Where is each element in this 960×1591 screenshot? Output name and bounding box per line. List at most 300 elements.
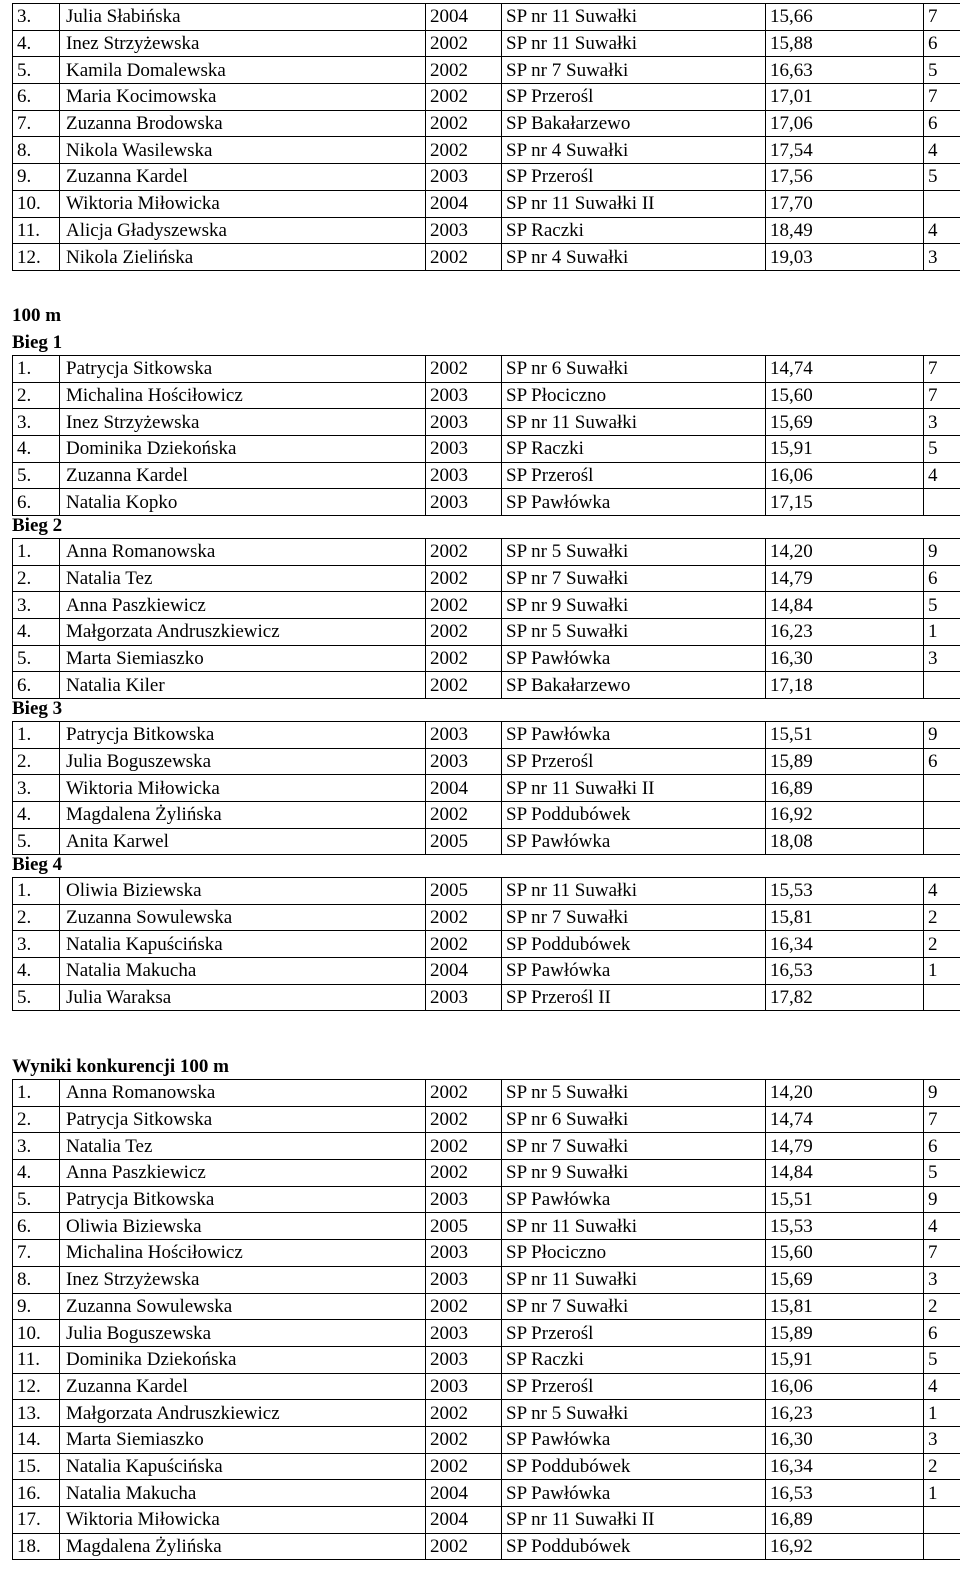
birth-year-cell: 2002 bbox=[426, 356, 502, 383]
school-cell: SP nr 5 Suwałki bbox=[502, 539, 766, 566]
result-row bbox=[13, 904, 960, 931]
time-cell: 16,30 bbox=[766, 1426, 924, 1453]
result-row bbox=[13, 244, 960, 271]
result-row bbox=[13, 1160, 960, 1187]
athlete-name-cell: Patrycja Sitkowska bbox=[60, 1106, 426, 1133]
athlete-name-cell: Natalia Tez bbox=[60, 1133, 426, 1160]
result-row bbox=[13, 110, 960, 137]
athlete-name-cell: Magdalena Żylińska bbox=[60, 1533, 426, 1560]
place-cell: 2. bbox=[13, 382, 60, 409]
result-row bbox=[13, 722, 960, 749]
athlete-name-cell: Anna Romanowska bbox=[60, 1080, 426, 1107]
result-row bbox=[13, 356, 960, 383]
athlete-name-cell: Inez Strzyżewska bbox=[60, 30, 426, 57]
school-cell: SP nr 11 Suwałki II bbox=[502, 1507, 766, 1534]
time-cell: 14,74 bbox=[766, 1106, 924, 1133]
points-cell: 3 bbox=[924, 645, 960, 672]
heat-title-bieg-4: Bieg 4 bbox=[12, 854, 63, 875]
place-cell: 10. bbox=[13, 190, 60, 217]
time-cell: 15,89 bbox=[766, 1320, 924, 1347]
athlete-name-cell: Anita Karwel bbox=[60, 828, 426, 855]
athlete-name-cell: Julia Boguszewska bbox=[60, 1320, 426, 1347]
school-cell: SP Przerośl bbox=[502, 84, 766, 111]
result-row bbox=[13, 645, 960, 672]
birth-year-cell: 2003 bbox=[426, 436, 502, 463]
school-cell: SP nr 6 Suwałki bbox=[502, 1106, 766, 1133]
birth-year-cell: 2003 bbox=[426, 1320, 502, 1347]
birth-year-cell: 2002 bbox=[426, 539, 502, 566]
school-cell: SP nr 11 Suwałki bbox=[502, 878, 766, 905]
time-cell: 16,89 bbox=[766, 775, 924, 802]
time-cell: 15,60 bbox=[766, 1240, 924, 1267]
place-cell: 2. bbox=[13, 748, 60, 775]
points-cell bbox=[924, 802, 960, 829]
points-cell: 7 bbox=[924, 356, 960, 383]
result-row bbox=[13, 619, 960, 646]
school-cell: SP Pawłówka bbox=[502, 828, 766, 855]
time-cell: 14,20 bbox=[766, 539, 924, 566]
school-cell: SP nr 4 Suwałki bbox=[502, 244, 766, 271]
school-cell: SP Poddubówek bbox=[502, 1533, 766, 1560]
points-cell: 6 bbox=[924, 30, 960, 57]
birth-year-cell: 2002 bbox=[426, 110, 502, 137]
place-cell: 4. bbox=[13, 619, 60, 646]
points-cell: 4 bbox=[924, 217, 960, 244]
result-row bbox=[13, 84, 960, 111]
time-cell: 15,91 bbox=[766, 1346, 924, 1373]
school-cell: SP nr 9 Suwałki bbox=[502, 592, 766, 619]
event-title-100m: 100 m bbox=[12, 305, 62, 326]
school-cell: SP Pawłówka bbox=[502, 722, 766, 749]
place-cell: 1. bbox=[13, 1080, 60, 1107]
result-row bbox=[13, 1400, 960, 1427]
birth-year-cell: 2003 bbox=[426, 984, 502, 1011]
place-cell: 4. bbox=[13, 958, 60, 985]
school-cell: SP nr 6 Suwałki bbox=[502, 356, 766, 383]
result-row bbox=[13, 1266, 960, 1293]
school-cell: SP Pawłówka bbox=[502, 1480, 766, 1507]
athlete-name-cell: Natalia Kapuścińska bbox=[60, 1453, 426, 1480]
birth-year-cell: 2004 bbox=[426, 190, 502, 217]
athlete-name-cell: Wiktoria Miłowicka bbox=[60, 1507, 426, 1534]
athlete-name-cell: Anna Paszkiewicz bbox=[60, 1160, 426, 1187]
points-cell: 3 bbox=[924, 244, 960, 271]
time-cell: 14,84 bbox=[766, 592, 924, 619]
points-cell: 6 bbox=[924, 1320, 960, 1347]
birth-year-cell: 2004 bbox=[426, 775, 502, 802]
time-cell: 16,53 bbox=[766, 958, 924, 985]
birth-year-cell: 2002 bbox=[426, 1453, 502, 1480]
school-cell: SP nr 7 Suwałki bbox=[502, 1293, 766, 1320]
school-cell: SP nr 5 Suwałki bbox=[502, 1080, 766, 1107]
result-row bbox=[13, 1480, 960, 1507]
school-cell: SP nr 11 Suwałki II bbox=[502, 190, 766, 217]
birth-year-cell: 2002 bbox=[426, 1106, 502, 1133]
time-cell: 18,08 bbox=[766, 828, 924, 855]
result-row bbox=[13, 30, 960, 57]
time-cell: 16,06 bbox=[766, 1373, 924, 1400]
result-row bbox=[13, 1133, 960, 1160]
time-cell: 17,54 bbox=[766, 137, 924, 164]
heat-2-block bbox=[12, 538, 960, 699]
place-cell: 16. bbox=[13, 1480, 60, 1507]
school-cell: SP Przerośl bbox=[502, 1320, 766, 1347]
points-cell: 9 bbox=[924, 1186, 960, 1213]
time-cell: 16,06 bbox=[766, 462, 924, 489]
birth-year-cell: 2003 bbox=[426, 1373, 502, 1400]
school-cell: SP Przerośl bbox=[502, 1373, 766, 1400]
time-cell: 14,74 bbox=[766, 356, 924, 383]
school-cell: SP Pawłówka bbox=[502, 489, 766, 516]
points-cell bbox=[924, 775, 960, 802]
result-row bbox=[13, 931, 960, 958]
birth-year-cell: 2005 bbox=[426, 878, 502, 905]
place-cell: 2. bbox=[13, 1106, 60, 1133]
place-cell: 9. bbox=[13, 164, 60, 191]
heat-title-bieg-2: Bieg 2 bbox=[12, 515, 63, 536]
result-row bbox=[13, 1240, 960, 1267]
athlete-name-cell: Marta Siemiaszko bbox=[60, 1426, 426, 1453]
result-row bbox=[13, 409, 960, 436]
points-cell: 6 bbox=[924, 110, 960, 137]
birth-year-cell: 2003 bbox=[426, 382, 502, 409]
place-cell: 8. bbox=[13, 137, 60, 164]
place-cell: 9. bbox=[13, 1293, 60, 1320]
time-cell: 15,53 bbox=[766, 878, 924, 905]
birth-year-cell: 2004 bbox=[426, 958, 502, 985]
athlete-name-cell: Wiktoria Miłowicka bbox=[60, 775, 426, 802]
time-cell: 15,69 bbox=[766, 1266, 924, 1293]
points-cell bbox=[924, 489, 960, 516]
athlete-name-cell: Magdalena Żylińska bbox=[60, 802, 426, 829]
result-row bbox=[13, 164, 960, 191]
place-cell: 2. bbox=[13, 904, 60, 931]
place-cell: 18. bbox=[13, 1533, 60, 1560]
time-cell: 17,82 bbox=[766, 984, 924, 1011]
athlete-name-cell: Inez Strzyżewska bbox=[60, 1266, 426, 1293]
heat-1-block bbox=[12, 355, 960, 516]
place-cell: 3. bbox=[13, 931, 60, 958]
place-cell: 3. bbox=[13, 592, 60, 619]
result-row bbox=[13, 137, 960, 164]
time-cell: 15,81 bbox=[766, 1293, 924, 1320]
heat-title-bieg-3: Bieg 3 bbox=[12, 698, 63, 719]
school-cell: SP Raczki bbox=[502, 1346, 766, 1373]
birth-year-cell: 2002 bbox=[426, 1533, 502, 1560]
school-cell: SP Przerośl bbox=[502, 748, 766, 775]
place-cell: 5. bbox=[13, 828, 60, 855]
points-cell: 9 bbox=[924, 539, 960, 566]
birth-year-cell: 2003 bbox=[426, 164, 502, 191]
time-cell: 15,51 bbox=[766, 722, 924, 749]
birth-year-cell: 2002 bbox=[426, 1426, 502, 1453]
points-cell: 3 bbox=[924, 1266, 960, 1293]
points-cell: 5 bbox=[924, 592, 960, 619]
time-cell: 16,23 bbox=[766, 1400, 924, 1427]
place-cell: 12. bbox=[13, 244, 60, 271]
time-cell: 15,66 bbox=[766, 4, 924, 31]
points-cell: 5 bbox=[924, 1346, 960, 1373]
final-results-title: Wyniki konkurencji 100 m bbox=[12, 1056, 229, 1077]
place-cell: 1. bbox=[13, 356, 60, 383]
result-row bbox=[13, 775, 960, 802]
points-cell bbox=[924, 984, 960, 1011]
birth-year-cell: 2002 bbox=[426, 137, 502, 164]
birth-year-cell: 2003 bbox=[426, 748, 502, 775]
time-cell: 15,51 bbox=[766, 1186, 924, 1213]
time-cell: 19,03 bbox=[766, 244, 924, 271]
final-results-table bbox=[12, 1079, 960, 1560]
points-cell: 1 bbox=[924, 1480, 960, 1507]
result-row bbox=[13, 1346, 960, 1373]
athlete-name-cell: Zuzanna Kardel bbox=[60, 164, 426, 191]
birth-year-cell: 2003 bbox=[426, 462, 502, 489]
time-cell: 15,91 bbox=[766, 436, 924, 463]
place-cell: 6. bbox=[13, 489, 60, 516]
place-cell: 6. bbox=[13, 1213, 60, 1240]
place-cell: 7. bbox=[13, 1240, 60, 1267]
birth-year-cell: 2002 bbox=[426, 802, 502, 829]
school-cell: SP nr 4 Suwałki bbox=[502, 137, 766, 164]
result-row bbox=[13, 1507, 960, 1534]
school-cell: SP Przerośl bbox=[502, 164, 766, 191]
result-row bbox=[13, 592, 960, 619]
place-cell: 4. bbox=[13, 802, 60, 829]
points-cell: 7 bbox=[924, 84, 960, 111]
school-cell: SP Raczki bbox=[502, 217, 766, 244]
result-row bbox=[13, 878, 960, 905]
results-block-continued bbox=[12, 3, 960, 271]
school-cell: SP Przerośl II bbox=[502, 984, 766, 1011]
school-cell: SP Przerośl bbox=[502, 462, 766, 489]
place-cell: 1. bbox=[13, 878, 60, 905]
school-cell: SP Pawłówka bbox=[502, 645, 766, 672]
time-cell: 14,20 bbox=[766, 1080, 924, 1107]
points-cell: 4 bbox=[924, 878, 960, 905]
school-cell: SP Pawłówka bbox=[502, 1186, 766, 1213]
result-row bbox=[13, 828, 960, 855]
result-row bbox=[13, 1426, 960, 1453]
heat-2-table bbox=[12, 538, 960, 699]
athlete-name-cell: Anna Romanowska bbox=[60, 539, 426, 566]
result-row bbox=[13, 565, 960, 592]
athlete-name-cell: Maria Kocimowska bbox=[60, 84, 426, 111]
result-row bbox=[13, 958, 960, 985]
athlete-name-cell: Natalia Makucha bbox=[60, 1480, 426, 1507]
athlete-name-cell: Natalia Kopko bbox=[60, 489, 426, 516]
time-cell: 17,70 bbox=[766, 190, 924, 217]
points-cell bbox=[924, 1507, 960, 1534]
place-cell: 1. bbox=[13, 722, 60, 749]
time-cell: 16,34 bbox=[766, 931, 924, 958]
school-cell: SP nr 7 Suwałki bbox=[502, 1133, 766, 1160]
birth-year-cell: 2002 bbox=[426, 84, 502, 111]
birth-year-cell: 2002 bbox=[426, 57, 502, 84]
result-row bbox=[13, 1373, 960, 1400]
points-cell: 3 bbox=[924, 409, 960, 436]
birth-year-cell: 2004 bbox=[426, 1480, 502, 1507]
result-row bbox=[13, 672, 960, 699]
place-cell: 3. bbox=[13, 4, 60, 31]
athlete-name-cell: Natalia Makucha bbox=[60, 958, 426, 985]
athlete-name-cell: Alicja Gładyszewska bbox=[60, 217, 426, 244]
birth-year-cell: 2003 bbox=[426, 489, 502, 516]
school-cell: SP nr 11 Suwałki bbox=[502, 4, 766, 31]
place-cell: 10. bbox=[13, 1320, 60, 1347]
athlete-name-cell: Dominika Dziekońska bbox=[60, 1346, 426, 1373]
birth-year-cell: 2002 bbox=[426, 1080, 502, 1107]
result-row bbox=[13, 4, 960, 31]
points-cell bbox=[924, 828, 960, 855]
result-row bbox=[13, 1213, 960, 1240]
time-cell: 16,89 bbox=[766, 1507, 924, 1534]
points-cell bbox=[924, 672, 960, 699]
place-cell: 1. bbox=[13, 539, 60, 566]
school-cell: SP Poddubówek bbox=[502, 931, 766, 958]
place-cell: 7. bbox=[13, 110, 60, 137]
result-row bbox=[13, 1320, 960, 1347]
place-cell: 14. bbox=[13, 1426, 60, 1453]
place-cell: 3. bbox=[13, 409, 60, 436]
place-cell: 8. bbox=[13, 1266, 60, 1293]
birth-year-cell: 2003 bbox=[426, 722, 502, 749]
athlete-name-cell: Zuzanna Brodowska bbox=[60, 110, 426, 137]
final-results-block bbox=[12, 1079, 960, 1560]
birth-year-cell: 2002 bbox=[426, 645, 502, 672]
athlete-name-cell: Michalina Hościłowicz bbox=[60, 1240, 426, 1267]
birth-year-cell: 2003 bbox=[426, 217, 502, 244]
school-cell: SP nr 11 Suwałki bbox=[502, 1266, 766, 1293]
result-row bbox=[13, 57, 960, 84]
time-cell: 17,01 bbox=[766, 84, 924, 111]
place-cell: 6. bbox=[13, 672, 60, 699]
school-cell: SP nr 5 Suwałki bbox=[502, 619, 766, 646]
birth-year-cell: 2002 bbox=[426, 592, 502, 619]
birth-year-cell: 2002 bbox=[426, 1400, 502, 1427]
points-cell: 3 bbox=[924, 1426, 960, 1453]
place-cell: 4. bbox=[13, 30, 60, 57]
school-cell: SP Płociczno bbox=[502, 382, 766, 409]
birth-year-cell: 2002 bbox=[426, 672, 502, 699]
points-cell: 6 bbox=[924, 565, 960, 592]
athlete-name-cell: Natalia Kiler bbox=[60, 672, 426, 699]
athlete-name-cell: Marta Siemiaszko bbox=[60, 645, 426, 672]
birth-year-cell: 2003 bbox=[426, 1186, 502, 1213]
athlete-name-cell: Julia Waraksa bbox=[60, 984, 426, 1011]
birth-year-cell: 2002 bbox=[426, 30, 502, 57]
place-cell: 12. bbox=[13, 1373, 60, 1400]
points-cell: 6 bbox=[924, 1133, 960, 1160]
athlete-name-cell: Zuzanna Sowulewska bbox=[60, 1293, 426, 1320]
time-cell: 15,60 bbox=[766, 382, 924, 409]
school-cell: SP nr 5 Suwałki bbox=[502, 1400, 766, 1427]
athlete-name-cell: Wiktoria Miłowicka bbox=[60, 190, 426, 217]
place-cell: 3. bbox=[13, 1133, 60, 1160]
time-cell: 16,30 bbox=[766, 645, 924, 672]
birth-year-cell: 2004 bbox=[426, 4, 502, 31]
points-cell: 2 bbox=[924, 1453, 960, 1480]
school-cell: SP nr 7 Suwałki bbox=[502, 565, 766, 592]
athlete-name-cell: Zuzanna Sowulewska bbox=[60, 904, 426, 931]
time-cell: 16,92 bbox=[766, 1533, 924, 1560]
points-cell: 4 bbox=[924, 462, 960, 489]
points-cell: 4 bbox=[924, 1373, 960, 1400]
points-cell: 5 bbox=[924, 57, 960, 84]
athlete-name-cell: Nikola Wasilewska bbox=[60, 137, 426, 164]
points-cell: 5 bbox=[924, 164, 960, 191]
school-cell: SP Poddubówek bbox=[502, 802, 766, 829]
result-row bbox=[13, 1080, 960, 1107]
school-cell: SP nr 7 Suwałki bbox=[502, 57, 766, 84]
time-cell: 15,81 bbox=[766, 904, 924, 931]
points-cell: 9 bbox=[924, 722, 960, 749]
athlete-name-cell: Natalia Kapuścińska bbox=[60, 931, 426, 958]
birth-year-cell: 2002 bbox=[426, 1133, 502, 1160]
time-cell: 14,79 bbox=[766, 565, 924, 592]
birth-year-cell: 2002 bbox=[426, 931, 502, 958]
time-cell: 14,84 bbox=[766, 1160, 924, 1187]
school-cell: SP nr 11 Suwałki bbox=[502, 1213, 766, 1240]
points-cell: 9 bbox=[924, 1080, 960, 1107]
athlete-name-cell: Oliwia Biziewska bbox=[60, 1213, 426, 1240]
athlete-name-cell: Anna Paszkiewicz bbox=[60, 592, 426, 619]
birth-year-cell: 2002 bbox=[426, 619, 502, 646]
school-cell: SP Bakałarzewo bbox=[502, 672, 766, 699]
place-cell: 6. bbox=[13, 84, 60, 111]
result-row bbox=[13, 1186, 960, 1213]
place-cell: 3. bbox=[13, 775, 60, 802]
result-row bbox=[13, 190, 960, 217]
birth-year-cell: 2003 bbox=[426, 409, 502, 436]
birth-year-cell: 2005 bbox=[426, 828, 502, 855]
time-cell: 18,49 bbox=[766, 217, 924, 244]
place-cell: 5. bbox=[13, 57, 60, 84]
time-cell: 15,53 bbox=[766, 1213, 924, 1240]
result-row bbox=[13, 984, 960, 1011]
place-cell: 5. bbox=[13, 1186, 60, 1213]
points-cell: 4 bbox=[924, 137, 960, 164]
heat-4-block bbox=[12, 877, 960, 1011]
athlete-name-cell: Małgorzata Andruszkiewicz bbox=[60, 1400, 426, 1427]
time-cell: 16,34 bbox=[766, 1453, 924, 1480]
athlete-name-cell: Natalia Tez bbox=[60, 565, 426, 592]
time-cell: 15,88 bbox=[766, 30, 924, 57]
school-cell: SP Pawłówka bbox=[502, 958, 766, 985]
time-cell: 15,89 bbox=[766, 748, 924, 775]
school-cell: SP nr 11 Suwałki II bbox=[502, 775, 766, 802]
school-cell: SP Poddubówek bbox=[502, 1453, 766, 1480]
result-row bbox=[13, 489, 960, 516]
place-cell: 17. bbox=[13, 1507, 60, 1534]
points-cell: 2 bbox=[924, 1293, 960, 1320]
heat-1-table bbox=[12, 355, 960, 516]
place-cell: 11. bbox=[13, 217, 60, 244]
athlete-name-cell: Kamila Domalewska bbox=[60, 57, 426, 84]
result-row bbox=[13, 748, 960, 775]
time-cell: 17,06 bbox=[766, 110, 924, 137]
results-table bbox=[12, 3, 960, 271]
birth-year-cell: 2002 bbox=[426, 904, 502, 931]
points-cell: 1 bbox=[924, 958, 960, 985]
place-cell: 4. bbox=[13, 436, 60, 463]
athlete-name-cell: Nikola Zielińska bbox=[60, 244, 426, 271]
athlete-name-cell: Inez Strzyżewska bbox=[60, 409, 426, 436]
place-cell: 11. bbox=[13, 1346, 60, 1373]
time-cell: 16,63 bbox=[766, 57, 924, 84]
points-cell: 2 bbox=[924, 904, 960, 931]
place-cell: 13. bbox=[13, 1400, 60, 1427]
points-cell: 4 bbox=[924, 1213, 960, 1240]
